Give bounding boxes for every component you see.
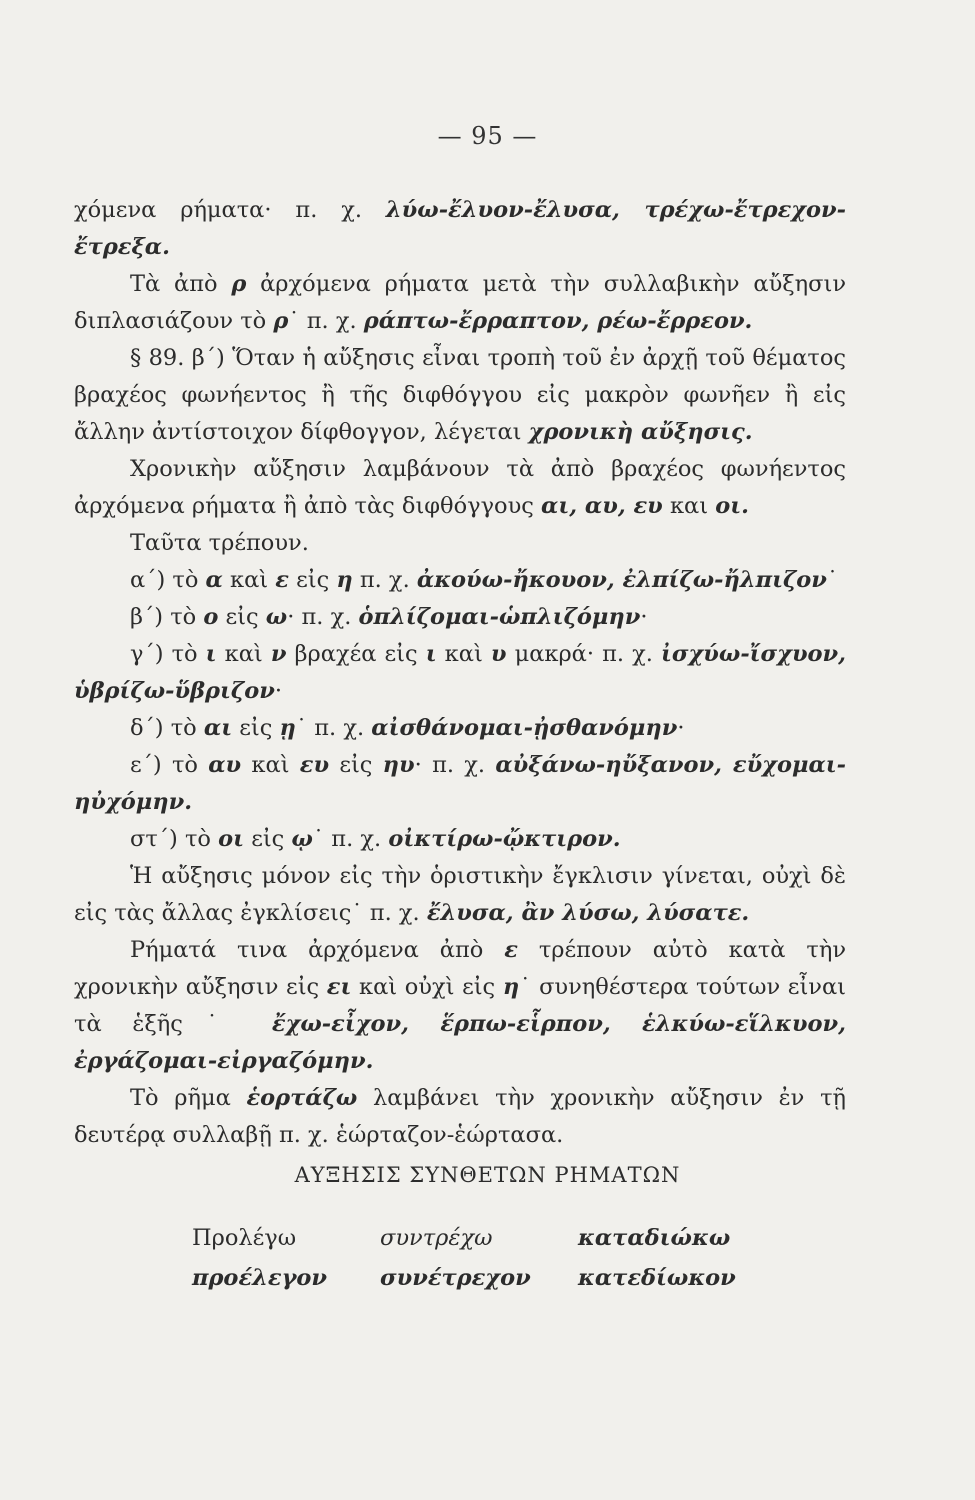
paragraph <box>74 562 846 599</box>
example-text: λύω-ἔλυον-ἔλυσα, τρέχω-ἔτρεχον-ἔτρεξα. <box>74 197 846 260</box>
example-text: ἑορτάζω <box>246 1085 358 1111</box>
example-text: α <box>205 567 223 593</box>
body-span: καὶ <box>241 752 300 778</box>
paragraph <box>74 525 846 562</box>
body-span: ˙ π. χ. <box>288 308 364 334</box>
verb-past: συνέτρεχον <box>380 1265 531 1291</box>
body-span: εἰς <box>288 567 337 593</box>
body-span: γ΄) τὸ <box>130 641 206 667</box>
body-span: καὶ οὐχὶ εἰς <box>351 974 503 1000</box>
body-span: δ΄) τὸ <box>130 715 204 741</box>
page-number: — 95 — <box>437 122 538 150</box>
body-span: ˙ π. χ. <box>295 715 372 741</box>
example-text: ρ <box>273 308 289 334</box>
paragraph <box>74 599 846 636</box>
body-span: εἰς <box>218 604 266 630</box>
example-text: αυ <box>208 752 242 778</box>
body-span: π. χ. <box>352 567 417 593</box>
verb-present: καταδιώκω <box>578 1225 731 1251</box>
body-span: · <box>640 604 648 630</box>
paragraph <box>74 858 846 932</box>
body-span: β΄) τὸ <box>130 604 204 630</box>
body-span: Τὰ ἀπὸ <box>130 271 232 297</box>
verb-past: κατεδίωκον <box>578 1265 736 1291</box>
body-span: καὶ <box>436 641 491 667</box>
example-text: αἰσθάνομαι-ᾐσθανόμην <box>371 715 678 741</box>
body-span: τρέπουν αὐτὸ κατὰ τὴν χρονικὴν αὔξησιν εἰς <box>74 937 847 1000</box>
paragraph <box>74 1080 846 1154</box>
example-text: οι <box>218 826 245 852</box>
paragraph <box>74 747 846 821</box>
body-span: · <box>677 715 685 741</box>
example-text: οἰκτίρω-ᾤκτιρον. <box>388 826 621 852</box>
example-text: ευ <box>299 752 330 778</box>
example-text: ἀκούω-ἤκουον, ἐλπίζω-ἤλπιζον <box>416 567 827 593</box>
body-span: · π. χ. <box>414 752 496 778</box>
example-text: ἔχω-εἶχον, ἕρπω-εἷρπον, ἑλκύω-εἵλκυον, ἐργάζομαι-εἰργαζόμην. <box>74 1011 846 1074</box>
body-span: χόμενα ρήματα· π. χ. <box>74 197 386 223</box>
example-text: ἔλυσα, ἂν λύσω, λύσατε. <box>426 900 750 926</box>
body-span: α΄) τὸ <box>130 567 206 593</box>
body-span: λαμβάνει τὴν χρονικὴν αὔξησιν ἐν τῇ δευτέρᾳ συλλαβῇ π. χ. ἑώρταζον-ἑώρτασα. <box>74 1085 846 1148</box>
body-span: και <box>662 493 716 519</box>
paragraph <box>74 821 846 858</box>
paragraph <box>74 192 846 266</box>
body-span: βραχέα εἰς <box>286 641 426 667</box>
example-text: η <box>336 567 353 593</box>
example-text: ράπτω-ἔρραπτον, ρέω-ἔρρεον. <box>363 308 753 334</box>
example-text: ηυ <box>382 752 415 778</box>
body-span: ˙ <box>826 567 839 593</box>
example-text: αι <box>203 715 233 741</box>
body-span: Χρονικὴν αὔξησιν λαμβάνουν τὰ ἀπὸ βραχέος φωνήεντος ἀρχόμενα ρήματα ἢ ἀπὸ τὰς διφθόγγους <box>74 456 846 519</box>
paragraph <box>74 932 846 1080</box>
body-span: καὶ <box>222 567 276 593</box>
example-text: ε <box>275 567 289 593</box>
example-text: οι. <box>715 493 749 519</box>
example-text: ι <box>205 641 217 667</box>
body-span: καὶ <box>216 641 271 667</box>
body-span: · π. χ. <box>287 604 359 630</box>
example-text: ἰσχύω-ἴσχυον, ὑβρίζω-ὕβριζον <box>74 641 847 704</box>
paragraph <box>74 710 846 747</box>
body-span: · <box>274 678 282 704</box>
example-text: ο <box>203 604 219 630</box>
example-text: ν <box>270 641 287 667</box>
example-text: αι, αυ, ευ <box>541 493 663 519</box>
body-span: Ρήματά τινα ἀρχόμενα ἀπὸ <box>130 937 505 963</box>
body-span: ἀρχόμενα ρήματα μετὰ τὴν συλλαβικὴν αὔξησιν διπλασιάζουν τὸ <box>74 271 846 334</box>
example-text: ρ <box>231 271 247 297</box>
example-text: ω <box>265 604 288 630</box>
body-span: εἰς <box>329 752 383 778</box>
example-text: ε <box>504 937 518 963</box>
verb-past: προέλεγον <box>192 1265 328 1291</box>
body-span: ˙ συνηθέστερα τούτων εἶναι τὰ ἑξῆς˙ <box>74 974 846 1037</box>
verb-column-2 <box>380 1218 531 1298</box>
body-span: στ΄) τὸ <box>130 826 219 852</box>
example-text: ῳ <box>291 826 313 852</box>
verb-column-1 <box>192 1218 327 1298</box>
body-span: § 89. β΄) Ὅταν ἡ αὔξησις εἶναι τροπὴ τοῦ ἐν ἀρχῇ τοῦ θέματος βραχέος φωνήεντος ἢ τῆς διφθόγγου εἰς μακρὸν φωνῆεν ἢ εἰς ἄλλην ἀντίστοιχον δίφθογγον, λέγεται <box>74 345 846 445</box>
example-text: η <box>502 974 520 1000</box>
body-span: ε΄) τὸ <box>130 752 209 778</box>
paragraph <box>74 636 846 710</box>
paragraph <box>74 266 846 340</box>
example-text: ι <box>425 641 437 667</box>
body-span: Τὸ ρῆμα <box>130 1085 247 1111</box>
verb-present: Προλέγω <box>192 1225 297 1251</box>
example-text: ῃ <box>279 715 296 741</box>
example-text: υ <box>490 641 507 667</box>
verb-present: συντρέχω <box>380 1225 493 1251</box>
body-span: Ταῦτα τρέπουν. <box>130 530 309 556</box>
paragraph <box>74 451 846 525</box>
body-span: εἰς <box>232 715 280 741</box>
body-text <box>74 192 846 1154</box>
paragraph <box>74 340 846 451</box>
body-span: εἰς <box>244 826 292 852</box>
example-text: χρονικὴ αὔξησις. <box>528 419 753 445</box>
section-heading: ΑΥΞΗΣΙΣ ΣΥΝΘΕΤΩΝ ΡΗΜΑΤΩΝ <box>294 1163 681 1187</box>
example-text: ει <box>326 974 352 1000</box>
example-text: αὐξάνω-ηὔξανον, εὔχομαι-ηὐχόμην. <box>74 752 846 815</box>
body-span: μακρά· π. χ. <box>506 641 662 667</box>
body-span: Ἡ αὔξησις μόνον εἰς τὴν ὁριστικὴν ἔγκλισιν γίνεται, οὐχὶ δὲ εἰς τὰς ἄλλας ἐγκλίσεις˙ π. χ. <box>74 863 846 926</box>
example-text: ὁπλίζομαι-ὡπλιζόμην <box>358 604 641 630</box>
verb-column-3 <box>578 1218 736 1298</box>
body-span: ˙ π. χ. <box>312 826 389 852</box>
